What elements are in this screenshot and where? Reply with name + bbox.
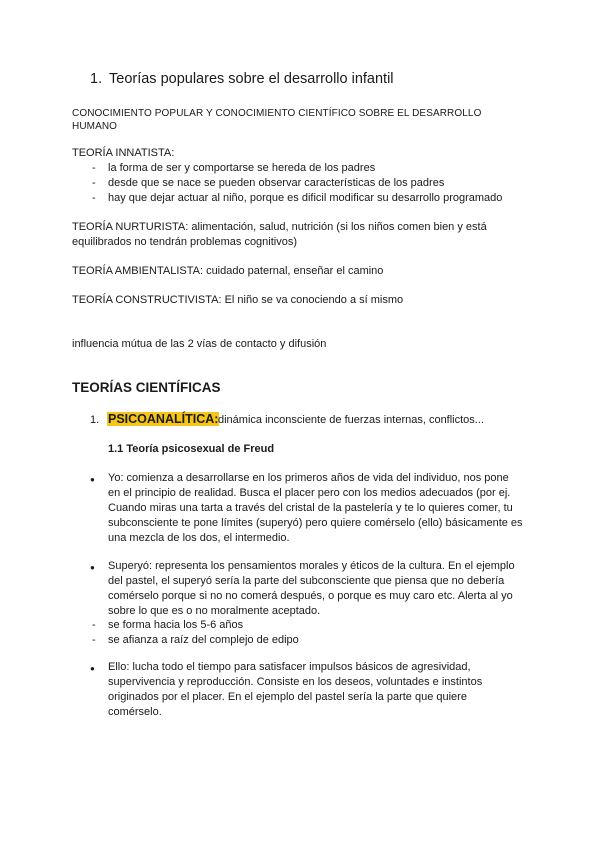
bullet-icon: ●: [90, 563, 95, 572]
superyo-dash-item: se afianza a raíz del complejo de edipo: [108, 634, 299, 646]
nurturista-line1: TEORÍA NURTURISTA: alimentación, salud, nutrición (si los niños comen bien y está: [72, 221, 487, 233]
dash-marker: -: [92, 192, 96, 204]
yo-line: subconsciente te pone límites (superyó) pero quiere comérselo (ello) básicamente es: [108, 517, 523, 529]
yo-line: una mezcla de los dos, el intermedio.: [108, 532, 290, 544]
yo-line: en el principio de realidad. Busca el placer pero con los medios adecuados (por ej.: [108, 487, 511, 499]
superyo-line: comérselo porque si no no comerá después, o porque es muy caro etc. Alerta al yo: [108, 590, 513, 602]
cientificas-heading: TEORÍAS CIENTÍFICAS: [72, 380, 221, 395]
dash-marker: -: [92, 634, 96, 646]
ambientalista-text: TEORÍA AMBIENTALISTA: cuidado paternal, enseñar el camino: [72, 265, 384, 277]
dash-marker: -: [92, 619, 96, 631]
ello-line: supervivencia y reproducción. Consiste en los deseos, voluntades e instintos: [108, 676, 483, 688]
bullet-icon: ●: [90, 475, 95, 484]
influencia-text: influencia mútua de las 2 vías de contacto y difusión: [72, 338, 327, 350]
yo-line: Yo: comienza a desarrollarse en los primeros años de vida del individuo, nos pone: [108, 472, 509, 484]
superyo-line: Superyó: representa los pensamientos morales y éticos de la cultura. En el ejemplo: [108, 560, 515, 572]
subheading-freud: 1.1 Teoría psicosexual de Freud: [108, 443, 275, 455]
bullet-icon: ●: [90, 664, 95, 673]
ello-line: comérselo.: [108, 706, 162, 718]
psicoanalitica-text: dinámica inconsciente de fuerzas internas, conflictos...: [218, 414, 484, 426]
section-caps-line1: CONOCIMIENTO POPULAR Y CONOCIMIENTO CIENTÍFICO SOBRE EL DESARROLLO: [72, 108, 482, 119]
innatista-item: la forma de ser y comportarse se hereda de los padres: [108, 162, 376, 174]
innatista-item: hay que dejar actuar al niño, porque es dificil modificar su desarrollo programado: [108, 192, 503, 204]
psicoanalitica-highlight: PSICOANALÍTICA:: [108, 412, 219, 426]
section-caps-line2: HUMANO: [72, 121, 118, 132]
dash-marker: -: [92, 162, 96, 174]
nurturista-line2: equilibrados no tendrán problemas cognitivos): [72, 236, 298, 248]
ello-line: Ello: lucha todo el tiempo para satisfacer impulsos básicos de agresividad,: [108, 661, 471, 673]
page-title: Teorías populares sobre el desarrollo infantil: [109, 71, 394, 87]
superyo-line: sobre lo que es o no moralmente aceptado.: [108, 605, 321, 617]
ello-line: originados por el placer. En el ejemplo del pastel sería la parte que quiere: [108, 691, 467, 703]
superyo-dash-item: se forma hacia los 5-6 años: [108, 619, 244, 631]
innatista-title: TEORÍA INNATISTA:: [72, 147, 175, 159]
constructivista-text: TEORÍA CONSTRUCTIVISTA: El niño se va conociendo a sí mismo: [72, 294, 404, 306]
dash-marker: -: [92, 177, 96, 189]
heading-number: 1.: [90, 71, 103, 87]
yo-line: Cuando miras una tarta a través del cristal de la pastelería y te lo quieres comer, tu: [108, 502, 513, 514]
innatista-item: desde que se nace se pueden observar características de los padres: [108, 177, 445, 189]
superyo-line: del pastel, el superyó sería la parte del subconsciente que piensa que no debería: [108, 575, 505, 587]
list-number: 1.: [90, 414, 100, 426]
